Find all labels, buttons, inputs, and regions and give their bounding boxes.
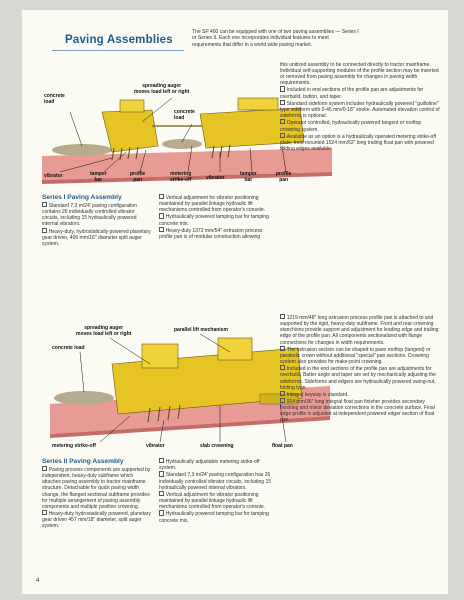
checkbox-icon — [42, 228, 47, 233]
callout-slab-crowning: slab crowning — [200, 443, 234, 449]
callout-concrete-load: concrete load — [52, 345, 85, 351]
callout-concrete-load-mid: concrete load — [174, 109, 195, 121]
series1-col2-item: Heavy-duty 1372 mm/54" extrusion process profile pan is of modular construction allowing — [159, 228, 263, 241]
series2-col3-item: 914 mm/36" long integral float pan finisher provides secondary finishing and minor deviation corrections in the concrete surface. Final edge profile is adjusted at independent powered edger section of float pan. — [280, 399, 435, 424]
series1-col2-item: Hydraulically powered tamping bar for tamping concrete mix. — [159, 214, 269, 227]
series2-col1-item: Heavy-duty hydrostatically powered, planetary gear driven 457 mm/18" diameter, split auger system. — [42, 511, 151, 530]
series2-column-2 — [159, 458, 271, 524]
series1-col2-item: Vertical adjustment for vibrator positioning maintained by parallel linkage hydraulic lift mechanisms controlled from operator's console. — [159, 195, 266, 214]
series1-column-1 — [42, 202, 152, 247]
checkbox-icon — [280, 391, 285, 396]
series1-col3-item: Standard sideform system includes hydraulically powered "guillotine" type sideform with 0-45 mm/0-18" stroke. Automated elevation control of sideforms is optional. — [280, 100, 440, 120]
series2-col3-item: The extrusion section can be shaped to pave rooftop (tangent) or parabolic crown without additional "special" pan sections. Crowning system also provides for make-point crowning. — [280, 346, 431, 366]
series2-col2-item: Hydraulically adjustable metering strike-off system. — [159, 459, 260, 472]
callout-float-pan: float pan — [272, 443, 293, 449]
checkbox-icon — [159, 194, 164, 199]
series1-col3-item: Available as an option is a hydraulically operated metering strike-off plate, front mounted 1524 mm/52" long trailing float pan with powered folding edges available. — [280, 133, 437, 152]
page-title: Paving Assemblies — [65, 34, 173, 46]
lift-housing-right — [218, 338, 252, 360]
concrete-pile-mid — [162, 139, 202, 149]
callout-concrete-load-left: concrete load — [44, 93, 65, 105]
checkbox-icon — [280, 398, 285, 403]
series2-col2-item: Hydraulically powered tamping bar for tamping concrete mix. — [159, 511, 269, 524]
checkbox-icon — [280, 100, 285, 105]
series1-col3-item: Operator controlled, hydraulically powered tangent or rooftop crowning system. — [280, 120, 422, 133]
series2-col2-item: Standard 7,3 m/24' paving configuration has 26 individually controlled vibrator circuits, including 15 hydraulically powered internal vibrators. — [159, 472, 271, 491]
lift-housing-left — [142, 344, 178, 368]
series2-column-3 — [280, 314, 440, 424]
intro-paragraph: The SP 400 can be equipped with one of two paving assemblies — Series I or Series II. Each one incorporates individual features to meet requirements that differ in a world wide paving market. — [192, 29, 359, 48]
checkbox-icon — [280, 314, 285, 319]
callout-spreading-auger: spreading auger moves load left or right — [76, 325, 132, 337]
callout-profile-pan-right: profile pan — [276, 171, 292, 183]
paver-top-left — [120, 100, 144, 112]
series2-col2-item: Vertical adjustment for vibrator positioning maintained by parallel linkage hydraulic lift mechanisms controlled from operator's console. — [159, 492, 266, 511]
checkbox-icon — [159, 213, 164, 218]
series1-col3-continuation: this unitized assembly to be connected directly to tractor mainframe. Individual self-supporting modules of the profile section may be inserted or removed from paving assembly for changes in paving width requirements. — [280, 62, 439, 87]
checkbox-icon — [280, 346, 285, 351]
checkbox-icon — [159, 510, 164, 515]
series2-col3-item: 1219 mm/48" long extrusion process profile pan is attached to and supported by the rigid, heavy-duty subframe. Front and rear crowning stanchions provide support and adjustment for leading edge and trailing edge of the profile pan. All components sectionalized with flange connections for changes in width requirements. — [280, 315, 439, 346]
series1-col1-item: Standard 7,3 m/24' paving configuration contains 26 individually controlled vibrator circuits, including 15 hydraulically powered internal vibrators. — [42, 203, 137, 228]
document-page — [22, 10, 448, 594]
callout-vibrator-left: vibrator — [44, 173, 63, 179]
checkbox-icon — [159, 458, 164, 463]
series1-col1-item: Heavy-duty, hydrostatically powered planetary gear driven, 406 mm/16" diameter split auger system. — [42, 228, 151, 247]
callout-spreading-auger: spreading auger moves load left or right — [134, 83, 190, 95]
callout-vibrator: vibrator — [146, 443, 165, 449]
callout-parallel-lift: parallel lift mechanism — [174, 327, 228, 333]
checkbox-icon — [280, 365, 285, 370]
callout-metering-strike-off: metering strike-off — [52, 443, 96, 449]
series1-title: Series I Paving Assembly — [42, 194, 122, 201]
concrete-pile — [54, 391, 114, 405]
checkbox-icon — [280, 133, 285, 138]
title-rule — [52, 50, 184, 51]
series2-col1-item: Paving process components are supported by independent, heavy-duty subframe which attaches paving assembly to tractor mainframe structure. Detachable for quick paving width change, the flanged sectional subframe provides for multiple arrangement of paving assembly components and multiple position crowning. — [42, 467, 151, 510]
series2-col3-item: Included in the end sections of the profile pan are adjustments for overbuild. Batter angle and taper are set by mechanically adjusting the sideforms. Sideforms and edgers are hydraulically powered swing-out, folding type. — [280, 366, 436, 391]
checkbox-icon — [159, 491, 164, 496]
callout-profile-pan-left: profile pan — [130, 171, 146, 183]
checkbox-icon — [159, 227, 164, 232]
series1-col3-item: Included in end sections of the profile pan are adjustments for overbuild, button, and taper. — [280, 87, 424, 100]
paver-frame-left — [102, 110, 158, 152]
checkbox-icon — [280, 119, 285, 124]
series2-title: Series II Paving Assembly — [42, 458, 124, 465]
checkbox-icon — [159, 471, 164, 476]
callout-metering-strike-off: metering strike-off — [170, 171, 192, 183]
series1-column-2 — [159, 194, 271, 240]
callout-tamper-bar-right: tamper bar — [240, 171, 257, 183]
series2-col3-item: Integral keyway is standard. — [280, 391, 440, 398]
callout-vibrator-mid: vibrator — [206, 175, 225, 181]
page-number: 4 — [36, 578, 40, 584]
callout-tamper-bar-left: tamper bar — [90, 171, 107, 183]
checkbox-icon — [42, 466, 47, 471]
series2-column-1 — [42, 466, 152, 529]
checkbox-icon — [280, 86, 285, 91]
checkbox-icon — [42, 202, 47, 207]
paver-top-right — [238, 98, 278, 110]
series1-column-3 — [280, 62, 440, 152]
checkbox-icon — [42, 510, 47, 515]
